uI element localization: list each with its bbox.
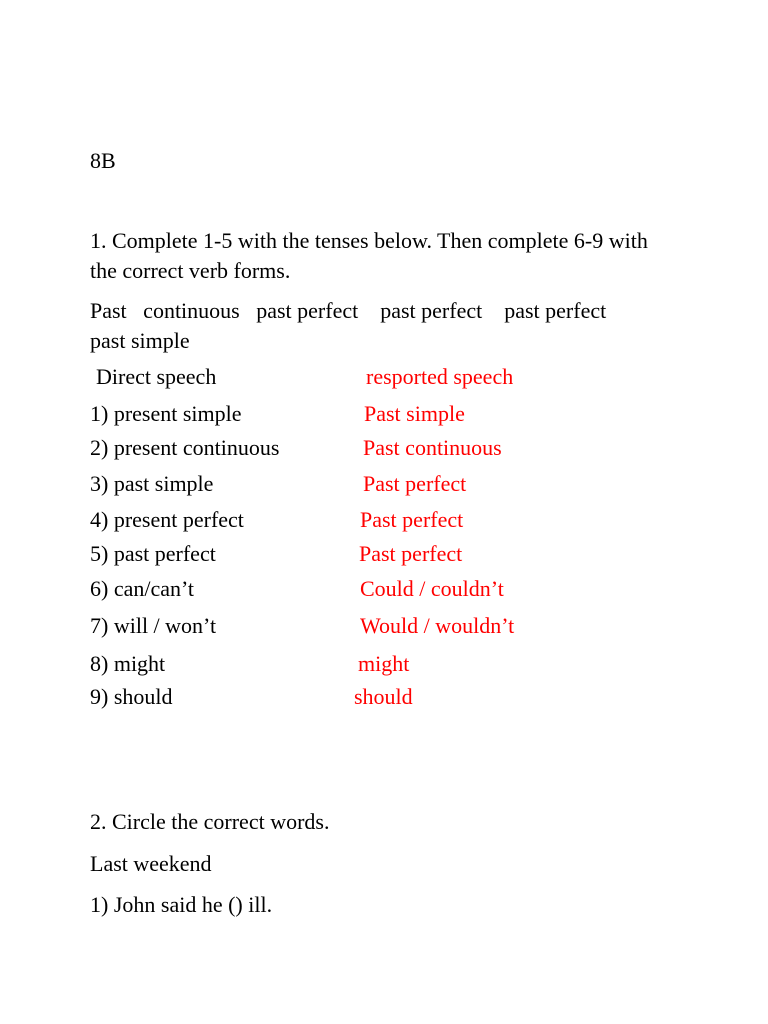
exercise-1-instruction: 1. Complete 1-5 with the tenses below. Then complete 6-9 with the correct verb forms. — [90, 228, 648, 283]
row-4-direct: 4) present perfect — [90, 507, 244, 532]
row-8-reported: might — [358, 651, 410, 676]
exercise-2-subheading: Last weekend — [90, 851, 212, 876]
row-6-reported: Could / couldn’t — [360, 576, 504, 601]
unit-label: 8B — [90, 148, 116, 173]
direct-speech-header: Direct speech — [96, 364, 217, 389]
row-9-reported: should — [354, 684, 413, 709]
exercise-2-instruction: 2. Circle the correct words. — [90, 809, 330, 834]
row-5-direct: 5) past perfect — [90, 541, 216, 566]
row-9-direct: 9) should — [90, 684, 173, 709]
row-3-direct: 3) past simple — [90, 471, 214, 496]
exercise-2-item-1: 1) John said he () ill. — [90, 892, 273, 917]
row-7-reported: Would / wouldn’t — [360, 613, 515, 638]
row-7-direct: 7) will / won’t — [90, 613, 217, 638]
row-1-reported: Past simple — [364, 401, 465, 426]
row-6-direct: 6) can/can’t — [90, 576, 195, 601]
row-2-reported: Past continuous — [363, 435, 502, 460]
row-1-direct: 1) present simple — [90, 401, 242, 426]
row-5-reported: Past perfect — [359, 541, 463, 566]
row-8-direct: 8) might — [90, 651, 166, 676]
exercise-1-word-bank: Past continuous past perfect past perfect past perfect past simple — [90, 298, 623, 353]
row-3-reported: Past perfect — [363, 471, 467, 496]
reported-speech-header: resported speech — [366, 364, 514, 389]
row-2-direct: 2) present continuous — [90, 435, 280, 460]
row-4-reported: Past perfect — [360, 507, 464, 532]
